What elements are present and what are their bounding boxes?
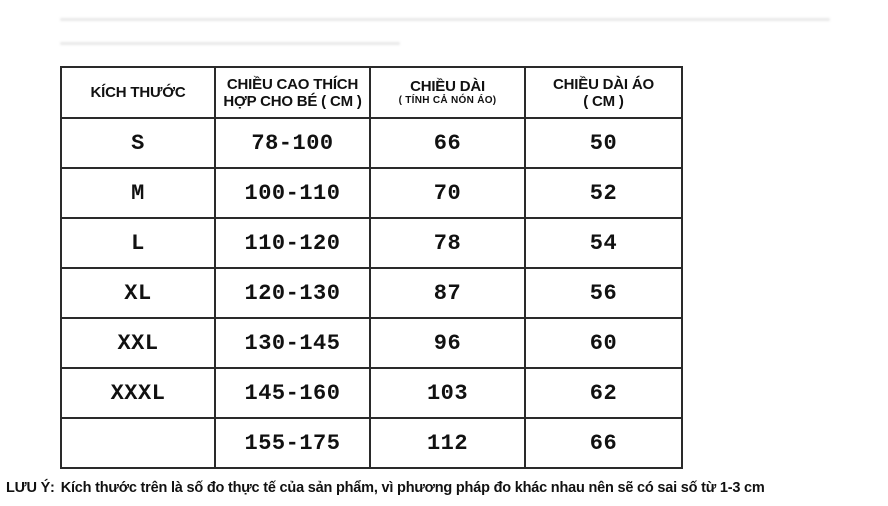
- blurred-header-line: [60, 42, 400, 45]
- table-row: [61, 318, 682, 368]
- footnote-label: LƯU Ý:: [6, 480, 55, 496]
- header-child-height: CHIỀU CAO THÍCH HỢP CHO BÉ ( CM ): [215, 67, 370, 118]
- blurred-header-line: [60, 18, 830, 21]
- cell-shirt-length: 56: [525, 268, 682, 318]
- cell-height: 120-130: [215, 268, 370, 318]
- table-row: [61, 218, 682, 268]
- header-shirt-length: CHIỀU DÀI ÁO ( CM ): [525, 67, 682, 118]
- table-row: [61, 418, 682, 468]
- cell-length: 78: [370, 218, 525, 268]
- footnote: [6, 480, 765, 496]
- cell-height: 100-110: [215, 168, 370, 218]
- cell-size: XXL: [61, 318, 215, 368]
- footnote-text: Kích thước trên là số đo thực tế của sản phẩm, vì phương pháp đo khác nhau nên sẽ có sai số từ 1-3 cm: [60, 480, 765, 496]
- cell-size: L: [61, 218, 215, 268]
- size-chart-table: [60, 66, 683, 469]
- cell-size: XXXL: [61, 368, 215, 418]
- cell-height: 130-145: [215, 318, 370, 368]
- table-row: [61, 368, 682, 418]
- table-row: [61, 268, 682, 318]
- cell-size: S: [61, 118, 215, 168]
- cell-length: 70: [370, 168, 525, 218]
- table-row: [61, 168, 682, 218]
- cell-shirt-length: 66: [525, 418, 682, 468]
- cell-length: 112: [370, 418, 525, 468]
- cell-height: 78-100: [215, 118, 370, 168]
- cell-size: XL: [61, 268, 215, 318]
- table-row: [61, 118, 682, 168]
- cell-height: 145-160: [215, 368, 370, 418]
- cell-length: 103: [370, 368, 525, 418]
- header-length: CHIỀU DÀI ( TÍNH CẢ NÓN ÁO): [370, 67, 525, 118]
- cell-shirt-length: 62: [525, 368, 682, 418]
- cell-shirt-length: 60: [525, 318, 682, 368]
- cell-shirt-length: 54: [525, 218, 682, 268]
- cell-length: 96: [370, 318, 525, 368]
- cell-height: 110-120: [215, 218, 370, 268]
- header-size: KÍCH THƯỚC: [61, 67, 215, 118]
- cell-length: 66: [370, 118, 525, 168]
- table-header-row: [61, 67, 682, 118]
- cell-size: M: [61, 168, 215, 218]
- cell-shirt-length: 52: [525, 168, 682, 218]
- cell-height: 155-175: [215, 418, 370, 468]
- cell-length: 87: [370, 268, 525, 318]
- cell-shirt-length: 50: [525, 118, 682, 168]
- cell-size: [61, 418, 215, 468]
